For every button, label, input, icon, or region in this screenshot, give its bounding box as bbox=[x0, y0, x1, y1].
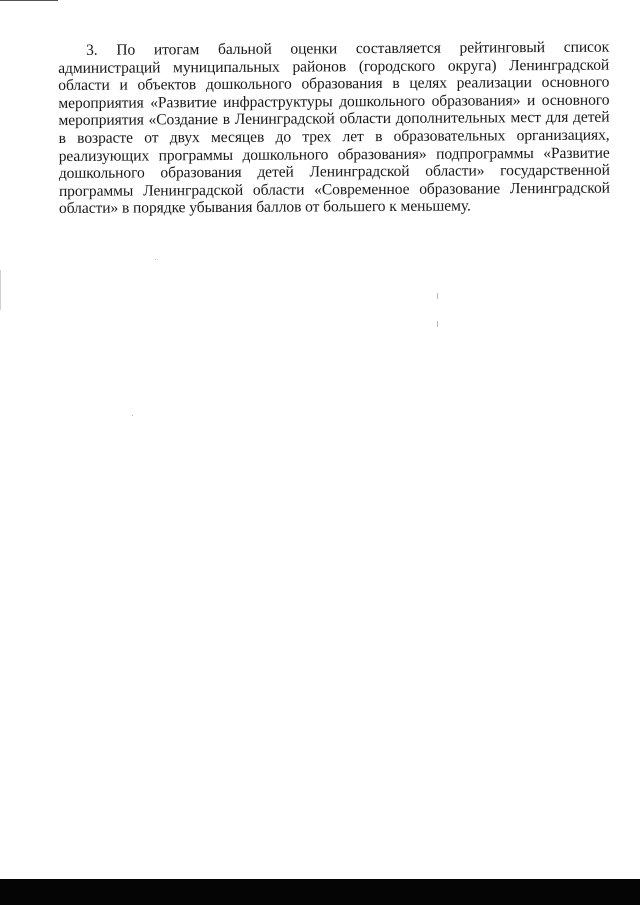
scan-speck bbox=[132, 415, 133, 416]
scan-speck bbox=[437, 321, 438, 327]
scan-speck bbox=[437, 293, 438, 299]
document-text-block bbox=[58, 39, 610, 218]
scan-speck bbox=[155, 259, 156, 260]
scan-artifact-top-line bbox=[0, 0, 58, 1]
scan-artifact-left-edge bbox=[0, 270, 1, 310]
paragraph-3: 3. По итогам бальной оценки составляется рейтинговый список администраций муниципальных районов (городского округа) Ленинградской области и объектов дошкольного образования в целях реализации основного мероприятия «Развитие инфраструктуры дошкольного образования» и основного мероприятия «Создание в Ленинградской области дополнительных мест для детей в возрасте от двух месяцев до трех лет в образовательных организациях, реализующих программы дошкольного образования» подпрограммы «Развитие дошкольного образования детей Ленинградской области» государственной программы Ленинградской области «Современное образование Ленинградской области» в порядке убывания баллов от большего к меньшему. bbox=[58, 38, 610, 218]
scan-artifact-bottom-bar bbox=[0, 879, 640, 905]
